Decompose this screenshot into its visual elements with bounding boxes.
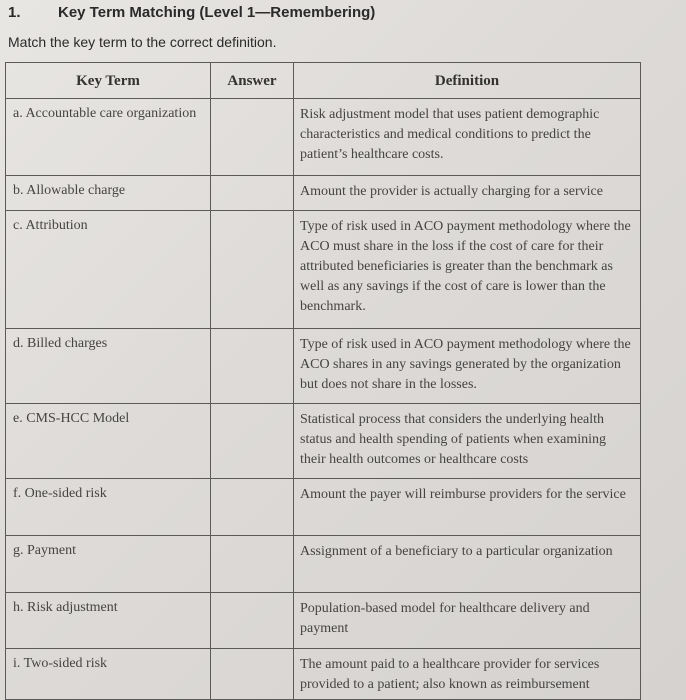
key-term-cell: f. One-sided risk	[6, 479, 211, 536]
table-row	[6, 536, 641, 593]
header-answer: Answer	[211, 63, 294, 99]
key-term-cell: b. Allowable charge	[6, 176, 211, 211]
answer-cell[interactable]	[211, 99, 294, 176]
answer-cell[interactable]	[211, 536, 294, 593]
table-row	[6, 649, 641, 700]
question-number: 1.	[8, 4, 21, 21]
table-row	[6, 593, 641, 649]
definition-cell: Assignment of a beneficiary to a particular organization	[294, 536, 641, 593]
table-row	[6, 99, 641, 176]
answer-cell[interactable]	[211, 649, 294, 700]
question-instruction: Match the key term to the correct definition.	[8, 34, 277, 50]
key-term-cell: d. Billed charges	[6, 329, 211, 404]
header-definition: Definition	[294, 63, 641, 99]
key-term-cell: c. Attribution	[6, 211, 211, 329]
definition-cell: Risk adjustment model that uses patient demographic characteristics and medical conditions to predict the patient’s healthcare costs.	[294, 99, 641, 176]
key-term-cell: i. Two-sided risk	[6, 649, 211, 700]
answer-cell[interactable]	[211, 593, 294, 649]
definition-cell: Statistical process that considers the underlying health status and health spending of patients when examining their health outcomes or healthcare costs	[294, 404, 641, 479]
table-row	[6, 404, 641, 479]
header-key-term: Key Term	[6, 63, 211, 99]
definition-cell: Type of risk used in ACO payment methodology where the ACO shares in any savings generated by the organization but does not share in the losses.	[294, 329, 641, 404]
answer-cell[interactable]	[211, 404, 294, 479]
answer-cell[interactable]	[211, 211, 294, 329]
matching-table	[5, 62, 641, 700]
answer-cell[interactable]	[211, 329, 294, 404]
definition-cell: Amount the payer will reimburse providers for the service	[294, 479, 641, 536]
table-row	[6, 176, 641, 211]
definition-cell: Amount the provider is actually charging for a service	[294, 176, 641, 211]
key-term-cell: g. Payment	[6, 536, 211, 593]
table-header-row	[6, 63, 641, 99]
definition-cell: Population-based model for healthcare delivery and payment	[294, 593, 641, 649]
question-header	[8, 4, 375, 21]
key-term-cell: e. CMS-HCC Model	[6, 404, 211, 479]
table-row	[6, 329, 641, 404]
question-title: Key Term Matching (Level 1—Remembering)	[58, 4, 376, 21]
key-term-cell: a. Accountable care organization	[6, 99, 211, 176]
answer-cell[interactable]	[211, 176, 294, 211]
definition-cell: Type of risk used in ACO payment methodology where the ACO must share in the loss if the cost of care for their attributed beneficiaries is greater than the benchmark as well as any savings if the cost of care is lower than the benchmark.	[294, 211, 641, 329]
definition-cell: The amount paid to a healthcare provider for services provided to a patient; also known as reimbursement	[294, 649, 641, 700]
table-row	[6, 211, 641, 329]
answer-cell[interactable]	[211, 479, 294, 536]
table-row	[6, 479, 641, 536]
key-term-cell: h. Risk adjustment	[6, 593, 211, 649]
